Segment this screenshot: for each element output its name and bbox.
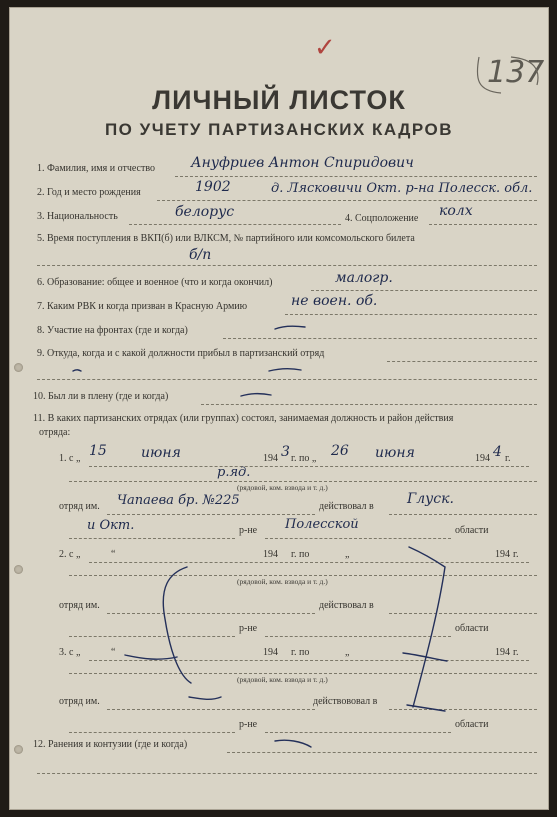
det1-oblast-value: Полесской [285,517,359,532]
det2-year-suffix: г. [513,549,519,560]
punch-hole-top [14,363,23,372]
det1-to-word: г. по „ [291,453,317,464]
det1-from-day: 15 [89,443,107,459]
det2-to-word: г. по [291,549,310,560]
field-10-label: 10. Был ли в плену (где и когда) [33,391,169,402]
det3-num: 3. с „ [59,647,81,658]
det2-open-quote: „ [345,549,350,560]
field-11-label: 11. В каких партизанских отрядах (или группах) состоял, занимаемая должность и район действия [33,413,454,424]
det3-otryad-label: отряд им. [59,696,100,707]
field-9-label: 9. Откуда, когда и с какой должности прибыл в партизанский отряд [37,348,325,359]
det1-year-suffix: г. [505,453,511,464]
det3-year-prefix-b: 194 [495,647,510,658]
det2-num: 2. с „ [59,549,81,560]
det1-district-value: и Окт. [87,518,135,533]
det2-rne-label: р-не [239,623,258,634]
field-4-value: колх [439,203,473,219]
sheet-number-mark: 137 [487,55,545,90]
field-2-year: 1902 [195,179,231,195]
det1-otryad-value: Чапаева бр. №225 [117,493,240,508]
det1-from-year-digit: 3 [281,444,290,460]
det3-to-word: г. по [291,647,310,658]
det2-oblast-label: области [455,623,489,634]
field-7-value: не воен. об. [291,293,378,309]
det2-otryad-label: отряд им. [59,600,100,611]
field-5-label: 5. Время поступления в ВКП(б) или ВЛКСМ, № партийного или комсомольского билета [37,233,415,244]
field-4-label: 4. Соцположение [345,213,419,224]
punch-hole-mid [14,565,23,574]
field-2-place: д. Лясковичи Окт. р-на Полесск. обл. [271,181,533,196]
field-3-label: 3. Национальность [37,211,118,222]
det3-rne-label: р-не [239,719,258,730]
det3-year-prefix: 194 [263,647,278,658]
field-1-label: 1. Фамилия, имя и отчество [37,163,156,174]
det1-to-year-prefix: 194 [475,453,490,464]
field-12-label: 12. Ранения и контузии (где и когда) [33,739,188,750]
det1-from-year-prefix: 194 [263,453,278,464]
form-subtitle: ПО УЧЕТУ ПАРТИЗАНСКИХ КАДРОВ [104,120,454,139]
det1-role-hint: (рядовой, ком. взвода и т. д.) [237,483,328,492]
det1-oblast-label: области [455,525,489,536]
det1-acted-value: Глуск. [407,491,454,507]
field-2-label: 2. Год и место рождения [37,187,141,198]
det2-year-prefix-b: 194 [495,549,510,560]
field-6-label: 6. Образование: общее и военное (что и когда окончил) [37,277,273,288]
field-6-value: малогр. [335,270,393,286]
det2-quote: “ [111,549,116,560]
field-5-value: б/п [189,247,212,263]
det3-role-hint: (рядовой, ком. взвода и т. д.) [237,675,328,684]
field-3-value: белорус [175,204,235,220]
field-7-label: 7. Каким РВК и когда призван в Красную Армию [37,301,248,312]
det3-open-quote: „ [345,647,350,658]
punch-hole-bottom [14,745,23,754]
field-8-label: 8. Участие на фронтах (где и когда) [37,325,188,336]
det3-oblast-label: области [455,719,489,730]
det3-acted-label: действововал в [313,696,378,707]
det1-num: 1. с „ [59,453,81,464]
personnel-form-sheet [9,7,549,810]
det1-acted-label: действовал в [319,501,374,512]
field-1-value: Ануфриев Антон Спиридович [191,155,414,171]
det2-acted-label: действовал в [319,600,374,611]
strikeout-strokes [9,7,549,810]
det1-otryad-label: отряд им. [59,501,100,512]
det1-to-day: 26 [331,443,349,459]
det1-role-value: р.яд. [217,465,251,480]
det2-year-prefix: 194 [263,549,278,560]
form-title: ЛИЧНЫЙ ЛИСТОК [152,85,406,115]
det2-role-hint: (рядовой, ком. взвода и т. д.) [237,577,328,586]
det1-to-year-digit: 4 [493,444,502,460]
det1-to-month: июня [375,445,415,461]
check-mark-icon: ✓ [314,33,336,62]
det1-rne-label: р-не [239,525,258,536]
det3-quote: “ [111,647,116,658]
det3-year-suffix: г. [513,647,519,658]
det1-from-month: июня [141,445,181,461]
field-11-label-cont: отряда: [39,427,71,438]
